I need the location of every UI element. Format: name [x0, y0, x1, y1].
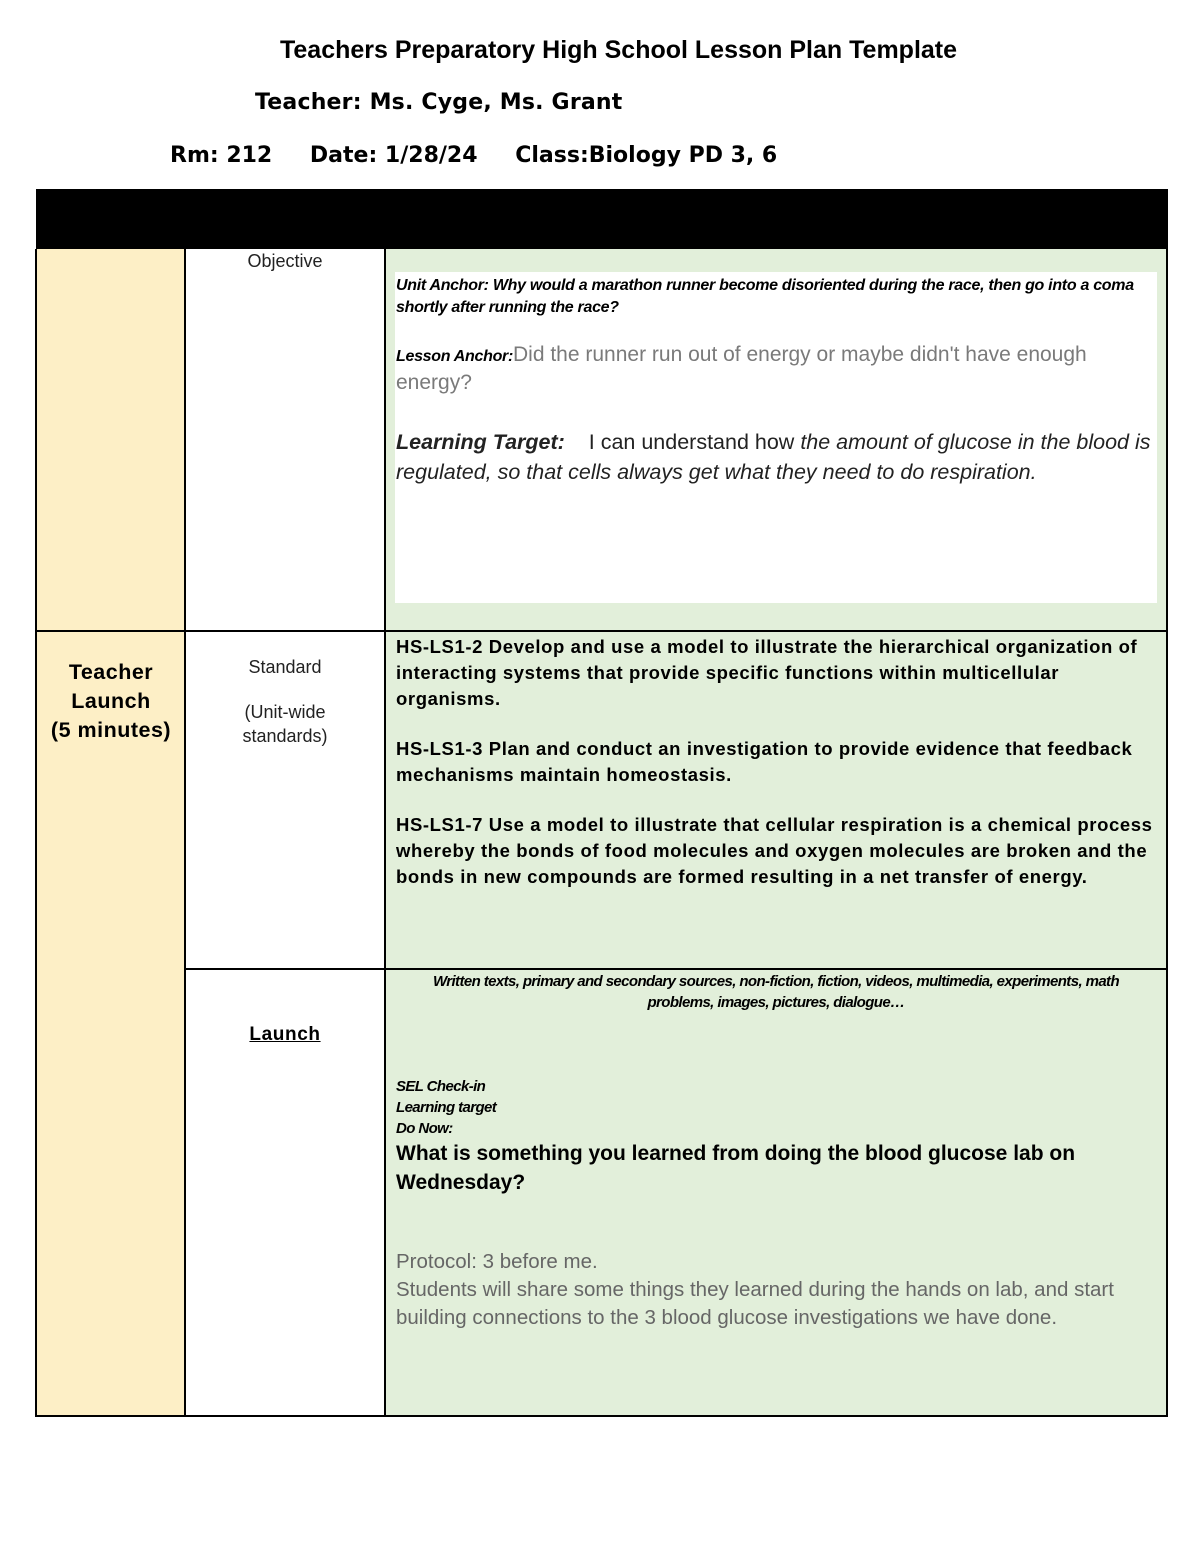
protocol-description: Students will share some things they learned during the hands on lab, and start building connections to the 3 blood glucose investigations we have done. — [396, 1278, 1114, 1329]
lesson-anchor — [396, 341, 1156, 397]
room-field: Rm: 212 — [170, 143, 273, 168]
protocol: Protocol: 3 before me. — [396, 1250, 598, 1273]
section-label-line: Teacher — [68, 660, 154, 684]
standard-label — [186, 657, 384, 748]
objective-content — [396, 275, 1156, 487]
learning-target — [396, 427, 1156, 487]
standard-label-text: Standard — [248, 657, 322, 677]
lesson-anchor-text: Did the runner run out of energy or maybe didn't have enough energy? — [396, 343, 1087, 394]
table-border — [35, 1415, 1168, 1417]
table-header-bar — [36, 189, 1168, 249]
launch-content — [396, 1076, 1156, 1332]
table-border — [35, 249, 37, 1417]
table-border — [35, 630, 1168, 632]
teacher-line: Teacher: Ms. Cyge, Ms. Grant — [255, 90, 623, 115]
launch-sources: Written texts, primary and secondary sources, non-fiction, fiction, videos, multimedia, experiments, math problems, images, pictures, dialogue… — [432, 973, 1120, 1011]
table-border — [185, 968, 1168, 970]
date-field: Date: 1/28/24 — [309, 143, 478, 168]
table-border — [184, 249, 186, 1417]
section-cell — [37, 249, 185, 1416]
class-field: Class:Biology PD 3, 6 — [515, 143, 778, 168]
learning-target-label: Learning Target: — [396, 430, 565, 454]
sel-checkin: SEL Check-in — [396, 1078, 486, 1095]
learning-target-italic: the amount of glucose in the blood is regulated, so that cells always get what they need to do respiration. — [396, 430, 1151, 484]
do-now-question: What is something you learned from doing the blood glucose lab on Wednesday? — [396, 1142, 1076, 1194]
standard-list — [396, 634, 1158, 890]
learning-target-note: Learning target — [396, 1099, 497, 1116]
section-label-line: Launch — [71, 689, 151, 713]
table-border — [384, 249, 386, 1417]
standard-item: HS-LS1-7 Use a model to illustrate that cellular respiration is a chemical process whereby the bonds of food molecules and oxygen molecules are broken and the bonds in new compounds are formed resulting in a net transfer of energy. — [396, 814, 1153, 887]
section-label — [37, 658, 185, 745]
table-border — [1166, 249, 1168, 1417]
section-label-line: (5 minutes) — [50, 718, 172, 742]
launch-label: Launch — [249, 1024, 321, 1045]
page-title: Teachers Preparatory High School Lesson Plan Template — [279, 36, 958, 64]
lesson-anchor-label: Lesson Anchor: — [396, 348, 513, 365]
standard-item: HS-LS1-2 Develop and use a model to illustrate the hierarchical organization of interacting systems that provide specific functions within multicellular organisms. — [396, 636, 1138, 709]
standard-sublabel: (Unit-wide standards) — [242, 702, 328, 746]
objective-label: Objective — [247, 251, 323, 271]
learning-target-text: I can understand how — [588, 430, 801, 454]
standard-item: HS-LS1-3 Plan and conduct an investigation to provide evidence that feedback mechanisms maintain homeostasis. — [396, 738, 1133, 785]
unit-anchor: Unit Anchor: Why would a marathon runner become disoriented during the race, then go into a coma shortly after running the race? — [396, 277, 1134, 316]
meta-line — [170, 143, 777, 168]
do-now-label: Do Now: — [396, 1120, 453, 1137]
